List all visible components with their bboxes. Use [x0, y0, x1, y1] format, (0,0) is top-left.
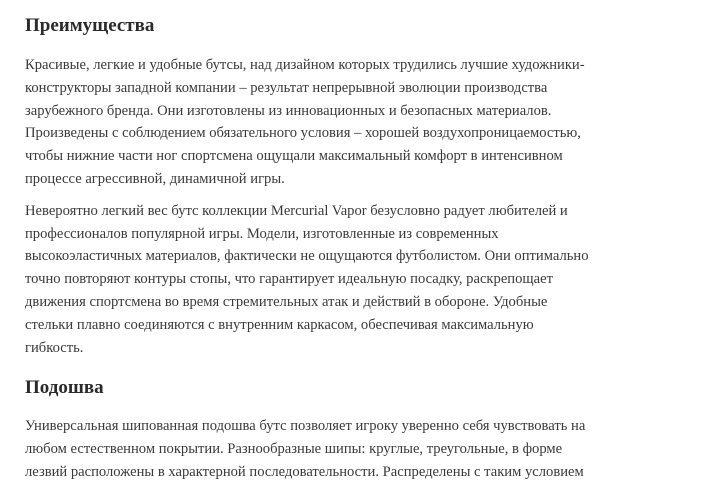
paragraph-line: зарубежного бренда. Они изготовлены из инновационных и безопасных материалов. — [25, 102, 552, 119]
paragraph-line: движения спортсмена во время стремительных атак и действий в обороне. Удобные — [25, 293, 548, 310]
paragraph-design — [25, 54, 715, 191]
paragraph-sole — [25, 415, 715, 483]
paragraph-line: Универсальная шипованная подошва бутс позволяет игроку уверенно себя чувствовать на — [25, 418, 586, 435]
paragraph-line: стельки плавно соединяются с внутренним каркасом, обеспечивая максимальную — [25, 316, 534, 333]
document-body — [25, 13, 715, 484]
paragraph-line: чтобы нижние части ног спортсмена ощущали максимальный комфорт в интенсивном — [25, 148, 563, 165]
paragraph-line: Красивые, легкие и удобные бутсы, над дизайном которых трудились лучшие художники- — [25, 57, 585, 73]
paragraph-line: Произведены с соблюдением обязательного условия – хорошей воздухопроницаемостью, — [25, 125, 581, 142]
paragraph-line: профессионалов популярной игры. Модели, изготовленные из современных — [25, 225, 499, 242]
paragraph-line: высокоэластичных материалов, фактически не ощущаются футболистом. Они оптимально — [25, 248, 589, 265]
paragraph-line: любом естественном покрытии. Разнообразные шипы: круглые, треугольные, в форме — [25, 441, 563, 458]
paragraph-weight — [25, 200, 715, 360]
paragraph-line: конструкторы западной компании – результат непрерывной эволюции производства — [25, 79, 548, 96]
paragraph-line: Невероятно легкий вес бутс коллекции Mercurial Vapor безусловно радует любителей и — [25, 202, 568, 219]
section-heading-sole: Подошва — [25, 377, 104, 399]
paragraph-line: гибкость. — [25, 339, 84, 356]
paragraph-line: процессе агрессивной, динамичной игры. — [25, 170, 285, 187]
paragraph-line: лезвий расположены в характерной последовательности. Распределены с таким условием — [25, 463, 584, 480]
paragraph-line: точно повторяют контуры стопы, что гарантирует идеальную посадку, раскрепощает — [25, 271, 553, 288]
section-heading-advantages: Преимущества — [25, 15, 155, 36]
